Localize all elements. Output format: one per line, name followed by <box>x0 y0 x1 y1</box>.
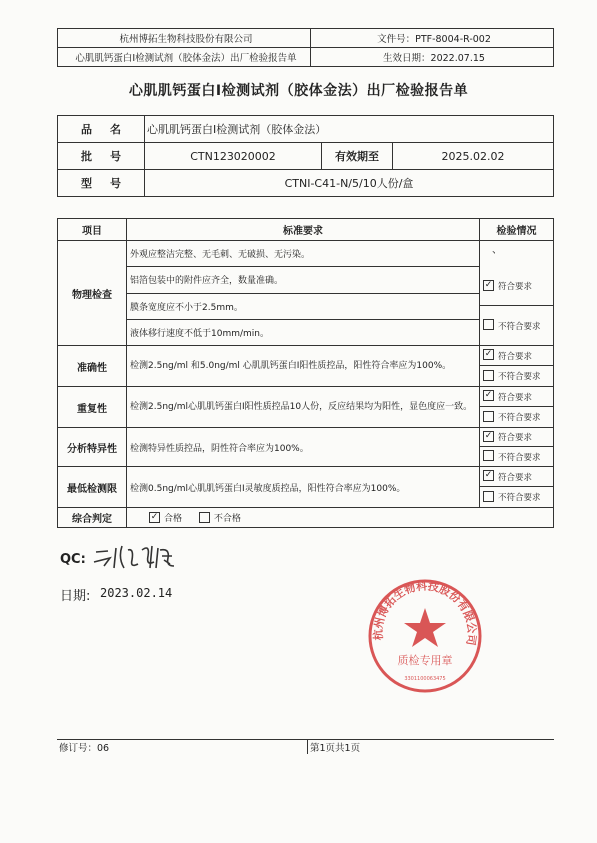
detection-limit-pass-label: 符合要求 <box>498 472 533 483</box>
specificity-fail-option <box>480 447 553 466</box>
product-label: 品名 <box>58 116 145 143</box>
physical-req-4: 液体移行速度不低于10mm/min。 <box>127 319 480 345</box>
repeatability-result <box>480 387 554 428</box>
physical-req-3: 膜条宽度应不小于2.5mm。 <box>127 293 480 319</box>
batch-label: 批号 <box>58 143 145 170</box>
repeatability-fail-checkbox <box>483 411 494 422</box>
quality-seal-stamp <box>367 578 483 694</box>
product-info-table <box>57 115 554 197</box>
overall-pass-checkbox: ✓ <box>150 512 159 522</box>
specificity-name: 分析特异性 <box>58 428 127 467</box>
date-value: 2023.02.14 <box>100 586 173 600</box>
physical-pass-checkbox: ✓ <box>484 279 493 290</box>
repeatability-pass-label: 符合要求 <box>498 392 533 403</box>
overall-fail-label: 不合格 <box>213 514 241 524</box>
specificity-fail-label: 不符合要求 <box>498 452 541 463</box>
accuracy-fail-label: 不符合要求 <box>498 372 541 382</box>
doc-name: 心肌肌钙蛋白I检测试剂（胶体金法）出厂检验报告单 <box>58 48 311 67</box>
specificity-req: 检测特异性质控品，阴性符合率应为100%。 <box>127 428 480 467</box>
expiry-label: 有效期至 <box>322 143 393 170</box>
specificity-pass-checkbox: ✓ <box>484 430 493 441</box>
qc-label: QC: <box>60 552 86 567</box>
accuracy-fail-checkbox <box>483 370 494 381</box>
model-value: CTNI-C41-N/5/10人份/盒 <box>145 170 554 197</box>
repeatability-fail-label: 不符合要求 <box>498 413 541 423</box>
document-header <box>57 28 554 67</box>
accuracy-fail-option <box>480 366 553 386</box>
accuracy-name: 准确性 <box>58 346 127 387</box>
physical-check-name: 物理检查 <box>58 241 127 346</box>
repeatability-fail-option <box>480 407 553 427</box>
report-title: 心肌肌钙蛋白I检测试剂（胶体金法）出厂检验报告单 <box>128 83 469 99</box>
physical-fail-label: 不符合要求 <box>498 321 541 332</box>
physical-fail-option <box>480 306 553 345</box>
physical-pass-label: 符合要求 <box>498 282 533 292</box>
repeatability-pass-option <box>480 387 553 407</box>
overall-name: 综合判定 <box>58 508 127 528</box>
detection-limit-req: 检测0.5ng/ml心肌肌钙蛋白I灵敏度质控品，阳性符合率应为100%。 <box>127 467 480 508</box>
specificity-pass-option <box>480 428 553 447</box>
svg-text:杭州博拓生物科技股份有限公司: 杭州博拓生物科技股份有限公司 <box>371 579 479 647</box>
svg-text:3301100063475: 3301100063475 <box>404 676 446 682</box>
accuracy-req: 检测2.5ng/ml 和5.0ng/ml 心肌肌钙蛋白I阳性质控品，阳性符合率应为100%。 <box>127 346 480 387</box>
doc-number: 文件号：PTF-8004-R-002 <box>311 29 554 48</box>
detection-limit-pass-option <box>480 467 553 487</box>
physical-req-1: 外观应整洁完整、无毛刺、无破损、无污染。 <box>127 241 480 267</box>
physical-pass-option <box>480 267 553 306</box>
repeatability-name: 重复性 <box>58 387 127 428</box>
detection-limit-pass-checkbox: ✓ <box>484 470 493 480</box>
detection-limit-fail-checkbox <box>483 491 494 502</box>
col-requirement-header: 标准要求 <box>127 219 480 241</box>
date-label: 日期: <box>60 589 91 604</box>
accuracy-pass-label: 符合要求 <box>498 351 533 362</box>
accuracy-result <box>480 346 554 387</box>
specificity-pass-label: 符合要求 <box>498 433 533 443</box>
detection-limit-result <box>480 467 554 508</box>
document-footer <box>57 739 554 754</box>
physical-mark: 、 <box>492 245 502 256</box>
qc-signature <box>92 538 192 574</box>
specificity-fail-checkbox <box>483 450 494 461</box>
repeatability-req: 检测2.5ng/ml心肌肌钙蛋白I阳性质控品10人份，反应结果均为阳性，显色度应一致。 <box>127 387 480 428</box>
revision-number: 修订号：06 <box>57 740 308 755</box>
expiry-value: 2025.02.02 <box>393 143 554 170</box>
overall-result <box>127 508 554 528</box>
col-result-header: 检验情况 <box>480 219 554 241</box>
accuracy-pass-checkbox: ✓ <box>484 349 493 359</box>
specificity-result <box>480 428 554 467</box>
product-value: 心肌肌钙蛋白I检测试剂（胶体金法） <box>145 116 554 143</box>
detection-limit-fail-option <box>480 487 553 507</box>
page-number: 第1页共1页 <box>308 740 555 755</box>
accuracy-pass-option <box>480 346 553 366</box>
repeatability-pass-checkbox: ✓ <box>484 390 493 400</box>
batch-value: CTN123020002 <box>145 143 322 170</box>
overall-pass-label: 合格 <box>164 514 183 524</box>
svg-text:质检专用章: 质检专用章 <box>397 654 453 667</box>
inspection-table <box>57 218 554 528</box>
physical-fail-checkbox <box>483 319 494 330</box>
physical-result <box>480 241 554 346</box>
company-name: 杭州博拓生物科技股份有限公司 <box>58 29 311 48</box>
effective-date: 生效日期：2022.07.15 <box>311 48 554 67</box>
detection-limit-fail-label: 不符合要求 <box>498 493 541 503</box>
detection-limit-name: 最低检测限 <box>58 467 127 508</box>
col-item-header: 项目 <box>58 219 127 241</box>
overall-fail-checkbox <box>199 512 210 523</box>
physical-req-2: 铝箔包装中的附件应齐全，数量准确。 <box>127 267 480 293</box>
model-label: 型号 <box>58 170 145 197</box>
